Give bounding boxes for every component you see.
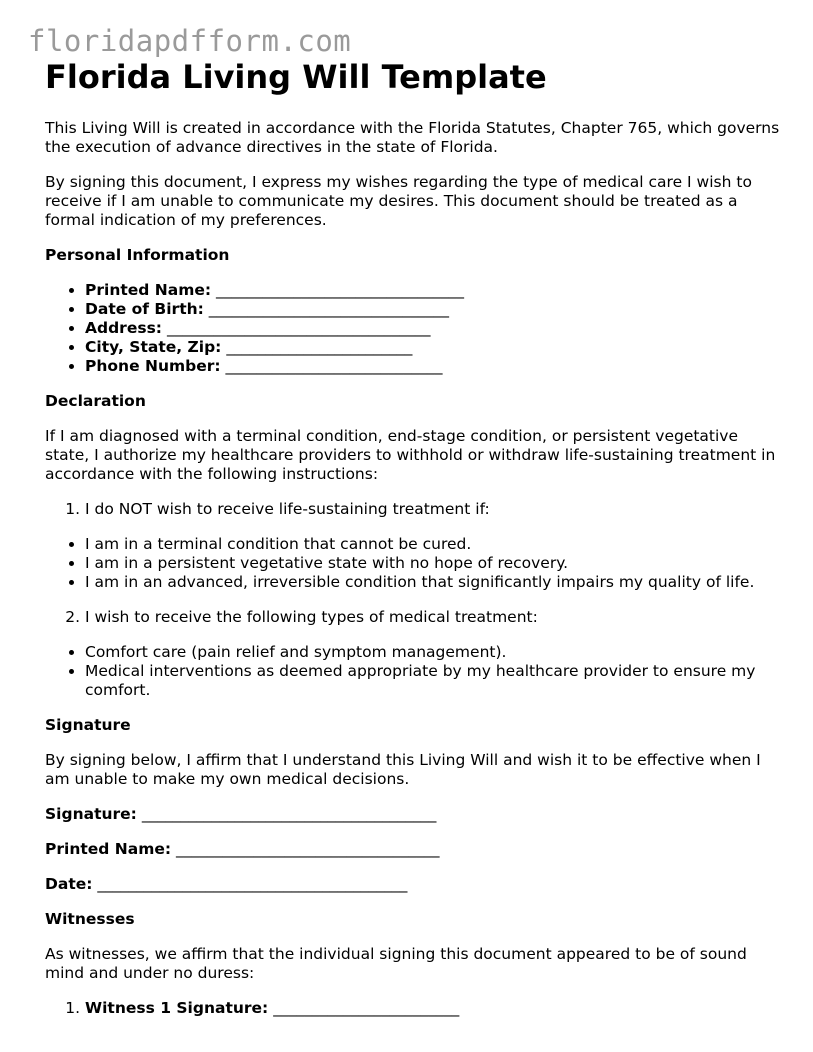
signature-text: By signing below, I affirm that I understand this Living Will and wish it to be effective when I am unable to make my own medical decisions.: [45, 751, 761, 788]
witnesses-heading: Witnesses: [45, 910, 135, 928]
signature-heading: Signature: [45, 716, 131, 734]
list-item: [85, 300, 785, 319]
declaration-text: If I am diagnosed with a terminal condition, end-stage condition, or persistent vegetative state, I authorize my healthcare providers to withhold or withdraw life-sustaining treatment in accordance with the following instructions:: [45, 427, 776, 483]
list-item: [85, 999, 785, 1018]
witness-list: [45, 999, 785, 1018]
list-item: • Medical interventions as deemed appropriate by my healthcare provider to ensure my comfort.: [85, 662, 785, 700]
witness-1-field[interactable]: ________________________: [273, 999, 460, 1017]
list-item: • Comfort care (pain relief and symptom management).: [85, 643, 785, 662]
list-item: [85, 357, 785, 376]
date-row: [45, 875, 785, 894]
signature-printed-name-label: Printed Name:: [45, 840, 172, 858]
intro-paragraph-2: By signing this document, I express my wishes regarding the type of medical care I wish to receive if I am unable to communicate my desires. This document should be treated as a formal indication of my preferences.: [45, 173, 752, 229]
no-treatment-list: [45, 535, 785, 592]
printed-name-field[interactable]: ________________________________: [216, 281, 464, 299]
date-of-birth-label: Date of Birth:: [85, 300, 204, 318]
personal-info-heading: Personal Information: [45, 246, 230, 264]
printed-name-row: [45, 840, 785, 859]
document-page: [45, 56, 785, 1018]
list-item: [85, 281, 785, 300]
list-item: • I am in a terminal condition that cannot be cured.: [85, 535, 785, 554]
list-item: [85, 319, 785, 338]
address-field[interactable]: __________________________________: [166, 319, 431, 337]
signature-label: Signature:: [45, 805, 137, 823]
declaration-heading: Declaration: [45, 392, 146, 410]
phone-number-field[interactable]: ____________________________: [225, 357, 443, 375]
witness-1-label: Witness 1 Signature:: [85, 999, 269, 1017]
phone-number-label: Phone Number:: [85, 357, 221, 375]
declaration-item-2: [45, 608, 785, 627]
city-state-zip-field[interactable]: ________________________: [226, 338, 413, 356]
printed-name-label: Printed Name:: [85, 281, 212, 299]
signature-row: [45, 805, 785, 824]
treatment-list: [45, 643, 785, 700]
date-field[interactable]: ________________________________________: [97, 875, 408, 893]
date-of-birth-field[interactable]: _______________________________: [208, 300, 450, 318]
personal-info-list: [45, 281, 785, 376]
list-item: • I am in a persistent vegetative state with no hope of recovery.: [85, 554, 785, 573]
intro-paragraph-1: This Living Will is created in accordance with the Florida Statutes, Chapter 765, which governs the execution of advance directives in the state of Florida.: [45, 119, 780, 156]
address-label: Address:: [85, 319, 162, 337]
signature-field[interactable]: ______________________________________: [141, 805, 437, 823]
witnesses-text: As witnesses, we affirm that the individual signing this document appeared to be of sound mind and under no duress:: [45, 945, 747, 982]
date-label: Date:: [45, 875, 93, 893]
declaration-item-1: [45, 500, 785, 519]
watermark: floridapdfform.com: [28, 24, 352, 58]
city-state-zip-label: City, State, Zip:: [85, 338, 222, 356]
signature-printed-name-field[interactable]: __________________________________: [176, 840, 440, 858]
list-item: [85, 338, 785, 357]
list-item: 2. I wish to receive the following types of medical treatment:: [85, 608, 785, 627]
list-item: 1. I do NOT wish to receive life-sustaining treatment if:: [85, 500, 785, 519]
list-item: • I am in an advanced, irreversible condition that significantly impairs my quality of life.: [85, 573, 785, 592]
document-title: Florida Living Will Template: [45, 58, 547, 96]
